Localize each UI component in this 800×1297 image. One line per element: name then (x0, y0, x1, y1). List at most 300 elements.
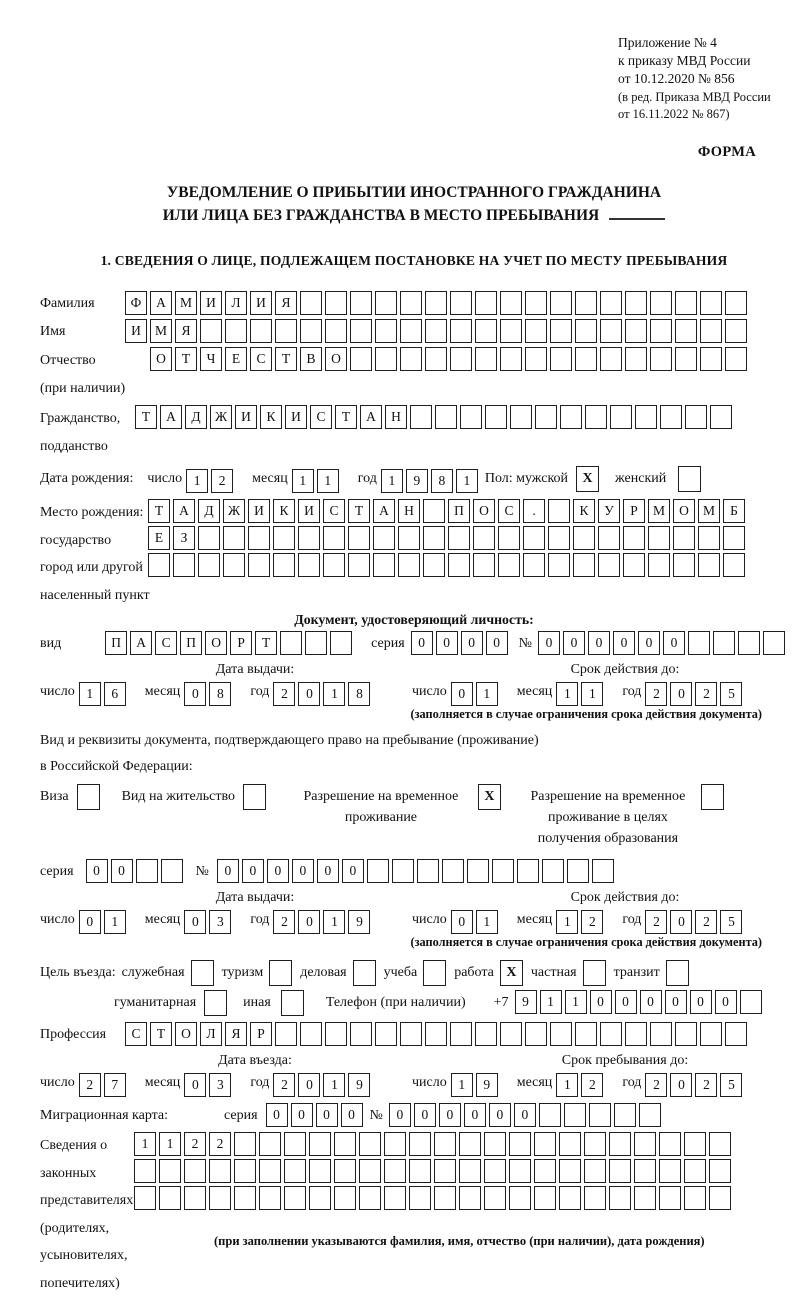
char-cell[interactable]: 1 (556, 1073, 578, 1097)
char-cell[interactable] (660, 405, 682, 429)
char-cell[interactable]: 0 (615, 990, 637, 1014)
char-cell[interactable] (534, 1132, 556, 1156)
char-cell[interactable]: 0 (436, 631, 458, 655)
char-cell[interactable] (173, 553, 195, 577)
char-cell[interactable] (484, 1186, 506, 1210)
char-cell[interactable]: 0 (316, 1103, 338, 1127)
char-cell[interactable] (500, 291, 522, 315)
char-cell[interactable]: 0 (414, 1103, 436, 1127)
char-cell[interactable]: 2 (273, 910, 295, 934)
char-cell[interactable]: З (173, 526, 195, 550)
char-cell[interactable]: Л (200, 1022, 222, 1046)
char-cell[interactable]: 0 (439, 1103, 461, 1127)
char-cell[interactable]: Р (623, 499, 645, 523)
visa-checkbox[interactable] (77, 784, 100, 810)
char-cell[interactable] (448, 553, 470, 577)
char-cell[interactable]: 9 (348, 910, 370, 934)
char-cell[interactable] (450, 319, 472, 343)
char-cell[interactable]: 0 (411, 631, 433, 655)
char-cell[interactable] (559, 1159, 581, 1183)
char-cell[interactable] (325, 1022, 347, 1046)
char-cell[interactable]: 0 (486, 631, 508, 655)
char-cell[interactable]: 0 (342, 859, 364, 883)
char-cell[interactable] (684, 1186, 706, 1210)
char-cell[interactable] (625, 347, 647, 371)
char-cell[interactable] (650, 1022, 672, 1046)
char-cell[interactable]: О (205, 631, 227, 655)
char-cell[interactable] (500, 1022, 522, 1046)
char-cell[interactable] (334, 1159, 356, 1183)
char-cell[interactable]: 2 (695, 1073, 717, 1097)
char-cell[interactable] (148, 553, 170, 577)
char-cell[interactable] (234, 1132, 256, 1156)
char-cell[interactable]: Я (225, 1022, 247, 1046)
char-cell[interactable]: 0 (111, 859, 133, 883)
char-cell[interactable] (459, 1132, 481, 1156)
char-cell[interactable] (350, 319, 372, 343)
char-cell[interactable] (375, 319, 397, 343)
char-cell[interactable]: Я (275, 291, 297, 315)
char-cell[interactable]: Е (225, 347, 247, 371)
char-cell[interactable] (417, 859, 439, 883)
char-cell[interactable]: 1 (381, 469, 403, 493)
char-cell[interactable] (323, 553, 345, 577)
char-cell[interactable] (523, 526, 545, 550)
char-cell[interactable] (534, 1159, 556, 1183)
char-cell[interactable]: 2 (695, 682, 717, 706)
char-cell[interactable]: 0 (663, 631, 685, 655)
char-cell[interactable] (559, 1132, 581, 1156)
char-cell[interactable]: И (248, 499, 270, 523)
char-cell[interactable] (473, 526, 495, 550)
char-cell[interactable]: 1 (79, 682, 101, 706)
char-cell[interactable]: 0 (670, 1073, 692, 1097)
char-cell[interactable] (473, 553, 495, 577)
char-cell[interactable] (350, 291, 372, 315)
char-cell[interactable] (392, 859, 414, 883)
char-cell[interactable]: И (285, 405, 307, 429)
char-cell[interactable]: 1 (186, 469, 208, 493)
char-cell[interactable] (434, 1159, 456, 1183)
char-cell[interactable]: А (173, 499, 195, 523)
char-cell[interactable] (634, 1186, 656, 1210)
char-cell[interactable]: 2 (645, 1073, 667, 1097)
char-cell[interactable]: 2 (273, 1073, 295, 1097)
char-cell[interactable] (359, 1186, 381, 1210)
char-cell[interactable] (475, 291, 497, 315)
char-cell[interactable] (442, 859, 464, 883)
char-cell[interactable] (409, 1159, 431, 1183)
char-cell[interactable] (700, 1022, 722, 1046)
temp-residence-checkbox[interactable]: X (478, 784, 501, 810)
char-cell[interactable] (425, 1022, 447, 1046)
char-cell[interactable] (423, 526, 445, 550)
char-cell[interactable] (567, 859, 589, 883)
char-cell[interactable] (575, 319, 597, 343)
char-cell[interactable] (584, 1186, 606, 1210)
purpose-work-checkbox[interactable]: X (500, 960, 523, 986)
char-cell[interactable] (710, 405, 732, 429)
char-cell[interactable] (725, 319, 747, 343)
purpose-tourism-checkbox[interactable] (269, 960, 292, 986)
char-cell[interactable] (684, 1159, 706, 1183)
char-cell[interactable]: И (125, 319, 147, 343)
char-cell[interactable] (609, 1132, 631, 1156)
temp-residence-education-checkbox[interactable] (701, 784, 724, 810)
char-cell[interactable] (625, 319, 647, 343)
char-cell[interactable] (475, 1022, 497, 1046)
char-cell[interactable] (409, 1186, 431, 1210)
char-cell[interactable]: 0 (464, 1103, 486, 1127)
char-cell[interactable]: 0 (292, 859, 314, 883)
char-cell[interactable]: Т (275, 347, 297, 371)
char-cell[interactable]: 0 (341, 1103, 363, 1127)
char-cell[interactable]: 2 (273, 682, 295, 706)
char-cell[interactable]: 0 (563, 631, 585, 655)
char-cell[interactable] (509, 1132, 531, 1156)
char-cell[interactable] (309, 1159, 331, 1183)
char-cell[interactable] (284, 1159, 306, 1183)
char-cell[interactable] (525, 347, 547, 371)
char-cell[interactable] (650, 319, 672, 343)
char-cell[interactable]: А (373, 499, 395, 523)
char-cell[interactable] (375, 1022, 397, 1046)
purpose-official-checkbox[interactable] (191, 960, 214, 986)
char-cell[interactable] (159, 1159, 181, 1183)
char-cell[interactable] (384, 1132, 406, 1156)
char-cell[interactable]: 0 (715, 990, 737, 1014)
char-cell[interactable] (500, 319, 522, 343)
char-cell[interactable]: 0 (451, 910, 473, 934)
char-cell[interactable]: 1 (456, 469, 478, 493)
char-cell[interactable] (550, 347, 572, 371)
char-cell[interactable] (673, 526, 695, 550)
char-cell[interactable] (485, 405, 507, 429)
char-cell[interactable] (136, 859, 158, 883)
char-cell[interactable] (550, 1022, 572, 1046)
char-cell[interactable] (410, 405, 432, 429)
char-cell[interactable]: О (175, 1022, 197, 1046)
char-cell[interactable] (700, 291, 722, 315)
char-cell[interactable] (763, 631, 785, 655)
char-cell[interactable]: П (105, 631, 127, 655)
char-cell[interactable] (325, 291, 347, 315)
char-cell[interactable]: 2 (695, 910, 717, 934)
char-cell[interactable]: 8 (431, 469, 453, 493)
char-cell[interactable]: 8 (348, 682, 370, 706)
char-cell[interactable] (535, 405, 557, 429)
char-cell[interactable]: А (160, 405, 182, 429)
char-cell[interactable] (648, 526, 670, 550)
char-cell[interactable] (475, 319, 497, 343)
char-cell[interactable]: 1 (565, 990, 587, 1014)
char-cell[interactable] (685, 405, 707, 429)
char-cell[interactable] (250, 319, 272, 343)
char-cell[interactable] (234, 1159, 256, 1183)
char-cell[interactable]: 5 (720, 1073, 742, 1097)
char-cell[interactable] (484, 1132, 506, 1156)
char-cell[interactable]: Б (723, 499, 745, 523)
char-cell[interactable] (434, 1132, 456, 1156)
char-cell[interactable] (423, 499, 445, 523)
char-cell[interactable] (184, 1186, 206, 1210)
char-cell[interactable]: Ф (125, 291, 147, 315)
char-cell[interactable]: С (155, 631, 177, 655)
char-cell[interactable] (548, 499, 570, 523)
char-cell[interactable] (609, 1186, 631, 1210)
char-cell[interactable] (423, 553, 445, 577)
char-cell[interactable]: А (150, 291, 172, 315)
char-cell[interactable]: 5 (720, 910, 742, 934)
char-cell[interactable] (698, 553, 720, 577)
char-cell[interactable]: Т (135, 405, 157, 429)
char-cell[interactable]: Т (335, 405, 357, 429)
char-cell[interactable] (159, 1186, 181, 1210)
char-cell[interactable] (634, 1159, 656, 1183)
char-cell[interactable]: 0 (665, 990, 687, 1014)
char-cell[interactable]: 2 (581, 1073, 603, 1097)
char-cell[interactable]: 2 (211, 469, 233, 493)
char-cell[interactable] (350, 1022, 372, 1046)
char-cell[interactable] (635, 405, 657, 429)
char-cell[interactable] (184, 1159, 206, 1183)
char-cell[interactable] (525, 1022, 547, 1046)
char-cell[interactable]: М (175, 291, 197, 315)
char-cell[interactable] (550, 319, 572, 343)
char-cell[interactable]: 0 (489, 1103, 511, 1127)
char-cell[interactable]: 0 (451, 682, 473, 706)
char-cell[interactable]: 9 (476, 1073, 498, 1097)
char-cell[interactable] (400, 291, 422, 315)
char-cell[interactable] (200, 319, 222, 343)
char-cell[interactable] (684, 1132, 706, 1156)
char-cell[interactable] (698, 526, 720, 550)
char-cell[interactable]: К (273, 499, 295, 523)
char-cell[interactable]: О (325, 347, 347, 371)
char-cell[interactable] (425, 347, 447, 371)
char-cell[interactable] (509, 1159, 531, 1183)
char-cell[interactable] (425, 291, 447, 315)
char-cell[interactable] (330, 631, 352, 655)
char-cell[interactable]: 0 (670, 682, 692, 706)
char-cell[interactable] (498, 526, 520, 550)
char-cell[interactable] (300, 291, 322, 315)
char-cell[interactable]: 0 (217, 859, 239, 883)
sex-male-checkbox[interactable]: X (576, 466, 599, 492)
char-cell[interactable] (639, 1103, 661, 1127)
char-cell[interactable] (275, 1022, 297, 1046)
char-cell[interactable] (560, 405, 582, 429)
char-cell[interactable] (589, 1103, 611, 1127)
char-cell[interactable]: Р (230, 631, 252, 655)
char-cell[interactable] (542, 859, 564, 883)
char-cell[interactable]: Д (198, 499, 220, 523)
char-cell[interactable] (223, 526, 245, 550)
char-cell[interactable]: А (360, 405, 382, 429)
char-cell[interactable] (275, 319, 297, 343)
char-cell[interactable] (725, 291, 747, 315)
char-cell[interactable]: 2 (184, 1132, 206, 1156)
char-cell[interactable] (688, 631, 710, 655)
char-cell[interactable]: 0 (640, 990, 662, 1014)
char-cell[interactable] (323, 526, 345, 550)
char-cell[interactable] (673, 553, 695, 577)
purpose-transit-checkbox[interactable] (666, 960, 689, 986)
char-cell[interactable]: 0 (79, 910, 101, 934)
char-cell[interactable] (659, 1159, 681, 1183)
char-cell[interactable]: 1 (134, 1132, 156, 1156)
char-cell[interactable] (548, 553, 570, 577)
char-cell[interactable] (450, 291, 472, 315)
char-cell[interactable]: Р (250, 1022, 272, 1046)
char-cell[interactable] (738, 631, 760, 655)
char-cell[interactable] (709, 1186, 731, 1210)
char-cell[interactable]: 0 (298, 910, 320, 934)
char-cell[interactable] (584, 1159, 606, 1183)
char-cell[interactable] (675, 319, 697, 343)
char-cell[interactable] (623, 526, 645, 550)
char-cell[interactable] (598, 526, 620, 550)
char-cell[interactable]: 3 (209, 1073, 231, 1097)
char-cell[interactable] (350, 347, 372, 371)
char-cell[interactable] (600, 347, 622, 371)
char-cell[interactable]: 1 (317, 469, 339, 493)
char-cell[interactable]: Н (385, 405, 407, 429)
char-cell[interactable] (709, 1132, 731, 1156)
char-cell[interactable]: 2 (79, 1073, 101, 1097)
char-cell[interactable]: 0 (670, 910, 692, 934)
char-cell[interactable]: 1 (292, 469, 314, 493)
char-cell[interactable] (475, 347, 497, 371)
char-cell[interactable]: Я (175, 319, 197, 343)
char-cell[interactable] (298, 526, 320, 550)
char-cell[interactable] (484, 1159, 506, 1183)
purpose-business-checkbox[interactable] (353, 960, 376, 986)
char-cell[interactable] (459, 1159, 481, 1183)
char-cell[interactable]: 0 (538, 631, 560, 655)
char-cell[interactable] (435, 405, 457, 429)
char-cell[interactable] (467, 859, 489, 883)
char-cell[interactable]: И (298, 499, 320, 523)
char-cell[interactable] (325, 319, 347, 343)
char-cell[interactable]: 0 (298, 682, 320, 706)
char-cell[interactable]: 1 (104, 910, 126, 934)
char-cell[interactable] (259, 1132, 281, 1156)
char-cell[interactable] (575, 1022, 597, 1046)
char-cell[interactable]: 0 (514, 1103, 536, 1127)
char-cell[interactable] (510, 405, 532, 429)
char-cell[interactable] (367, 859, 389, 883)
char-cell[interactable]: 0 (184, 682, 206, 706)
char-cell[interactable]: 1 (556, 682, 578, 706)
char-cell[interactable]: М (698, 499, 720, 523)
char-cell[interactable] (305, 631, 327, 655)
char-cell[interactable] (700, 319, 722, 343)
char-cell[interactable] (675, 291, 697, 315)
char-cell[interactable] (284, 1132, 306, 1156)
char-cell[interactable] (592, 859, 614, 883)
char-cell[interactable] (709, 1159, 731, 1183)
char-cell[interactable] (134, 1159, 156, 1183)
char-cell[interactable] (564, 1103, 586, 1127)
char-cell[interactable] (460, 405, 482, 429)
char-cell[interactable] (525, 291, 547, 315)
char-cell[interactable] (348, 553, 370, 577)
char-cell[interactable] (623, 553, 645, 577)
char-cell[interactable] (225, 319, 247, 343)
char-cell[interactable]: Т (150, 1022, 172, 1046)
char-cell[interactable] (375, 347, 397, 371)
char-cell[interactable]: 2 (209, 1132, 231, 1156)
char-cell[interactable]: В (300, 347, 322, 371)
char-cell[interactable]: К (573, 499, 595, 523)
char-cell[interactable]: Т (175, 347, 197, 371)
char-cell[interactable]: . (523, 499, 545, 523)
char-cell[interactable]: Л (225, 291, 247, 315)
char-cell[interactable]: 7 (104, 1073, 126, 1097)
purpose-other-checkbox[interactable] (281, 990, 304, 1016)
char-cell[interactable] (300, 319, 322, 343)
char-cell[interactable]: С (323, 499, 345, 523)
char-cell[interactable]: К (260, 405, 282, 429)
char-cell[interactable] (525, 319, 547, 343)
char-cell[interactable] (723, 553, 745, 577)
char-cell[interactable] (559, 1186, 581, 1210)
char-cell[interactable] (498, 553, 520, 577)
char-cell[interactable] (609, 1159, 631, 1183)
char-cell[interactable] (550, 291, 572, 315)
char-cell[interactable] (610, 405, 632, 429)
char-cell[interactable] (280, 631, 302, 655)
char-cell[interactable] (259, 1186, 281, 1210)
char-cell[interactable] (450, 1022, 472, 1046)
char-cell[interactable] (584, 1132, 606, 1156)
char-cell[interactable] (600, 1022, 622, 1046)
char-cell[interactable] (409, 1132, 431, 1156)
char-cell[interactable] (400, 1022, 422, 1046)
char-cell[interactable] (223, 553, 245, 577)
char-cell[interactable]: О (473, 499, 495, 523)
char-cell[interactable]: 1 (476, 910, 498, 934)
char-cell[interactable]: М (648, 499, 670, 523)
sex-female-checkbox[interactable] (678, 466, 701, 492)
char-cell[interactable] (573, 553, 595, 577)
char-cell[interactable] (298, 553, 320, 577)
char-cell[interactable] (273, 553, 295, 577)
char-cell[interactable]: 1 (540, 990, 562, 1014)
char-cell[interactable] (575, 347, 597, 371)
char-cell[interactable] (134, 1186, 156, 1210)
char-cell[interactable]: 9 (348, 1073, 370, 1097)
char-cell[interactable]: 5 (720, 682, 742, 706)
char-cell[interactable] (248, 553, 270, 577)
char-cell[interactable] (492, 859, 514, 883)
char-cell[interactable]: М (150, 319, 172, 343)
char-cell[interactable]: П (180, 631, 202, 655)
char-cell[interactable]: И (200, 291, 222, 315)
char-cell[interactable]: И (235, 405, 257, 429)
char-cell[interactable] (625, 1022, 647, 1046)
char-cell[interactable]: 1 (451, 1073, 473, 1097)
char-cell[interactable] (434, 1186, 456, 1210)
char-cell[interactable] (348, 526, 370, 550)
char-cell[interactable]: Т (255, 631, 277, 655)
char-cell[interactable]: 1 (323, 1073, 345, 1097)
char-cell[interactable]: 0 (613, 631, 635, 655)
char-cell[interactable] (248, 526, 270, 550)
char-cell[interactable]: 0 (590, 990, 612, 1014)
char-cell[interactable] (450, 347, 472, 371)
